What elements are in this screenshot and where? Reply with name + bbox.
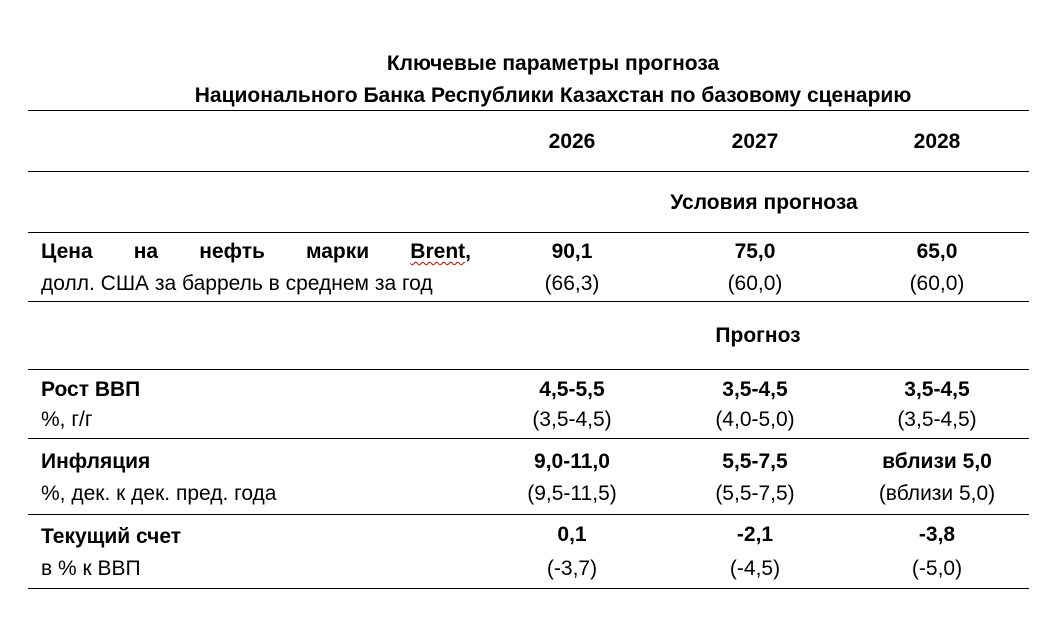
- current-account-previous-2028: (-5,0): [911, 557, 963, 580]
- inflation-previous-2026: (9,5-11,5): [527, 482, 617, 505]
- row-label-inflation: Инфляция: [41, 450, 151, 473]
- table-title-line-2: Национального Банка Республики Казахстан по базовому сценарию: [194, 84, 912, 107]
- row-label-gdp: Рост ВВП: [41, 378, 141, 401]
- rule-after-conditions: [28, 232, 1029, 233]
- section-forecast: Прогноз: [715, 324, 801, 347]
- gdp-previous-2028: (3,5-4,5): [897, 408, 977, 431]
- oil-label-comma: ,: [465, 240, 471, 263]
- row-label-oil: [41, 240, 471, 264]
- oil-label-word: на: [133, 240, 159, 263]
- row-sublabel-gdp: %, г/г: [41, 408, 93, 431]
- rule-after-inflation: [28, 514, 1029, 515]
- current-account-previous-2027: (-4,5): [729, 557, 781, 580]
- year-header-2027: 2027: [731, 130, 779, 153]
- inflation-previous-2027: (5,5-7,5): [715, 482, 795, 505]
- year-header-2026: 2026: [548, 130, 596, 153]
- oil-previous-2027: (60,0): [727, 272, 783, 295]
- inflation-value-2026: 9,0-11,0: [534, 450, 610, 473]
- current-account-value-2026: 0,1: [557, 523, 587, 546]
- year-header-2028: 2028: [913, 130, 961, 153]
- current-account-value-2028: -3,8: [918, 523, 956, 546]
- row-sublabel-current-account: в % к ВВП: [41, 557, 141, 580]
- rule-top: [28, 110, 1029, 111]
- current-account-value-2027: -2,1: [736, 523, 774, 546]
- oil-label-word: нефть: [199, 240, 265, 263]
- oil-previous-2026: (66,3): [544, 272, 600, 295]
- row-label-current-account: Текущий счет: [41, 525, 182, 548]
- oil-label-word: марки: [306, 240, 370, 263]
- row-sublabel-inflation: %, дек. к дек. пред. года: [41, 482, 277, 505]
- current-account-previous-2026: (-3,7): [546, 557, 598, 580]
- rule-after-forecast: [28, 369, 1029, 370]
- inflation-previous-2028: (вблизи 5,0): [878, 482, 996, 505]
- rule-after-years: [28, 171, 1029, 172]
- oil-value-2026: 90,1: [551, 240, 593, 263]
- rule-bottom: [28, 588, 1029, 589]
- table-title-line-1: Ключевые параметры прогноза: [386, 52, 720, 75]
- inflation-value-2027: 5,5-7,5: [722, 450, 788, 473]
- section-conditions: Условия прогноза: [670, 191, 858, 214]
- oil-label-word: Цена: [41, 240, 93, 263]
- oil-label-brand: [410, 240, 471, 264]
- row-sublabel-oil: долл. США за баррель в среднем за год: [41, 272, 433, 295]
- oil-value-2027: 75,0: [734, 240, 776, 263]
- brent-word: Brent: [410, 240, 466, 263]
- inflation-value-2028: вблизи 5,0: [882, 450, 992, 473]
- gdp-value-2026: 4,5-5,5: [539, 378, 605, 401]
- gdp-value-2028: 3,5-4,5: [904, 378, 970, 401]
- gdp-value-2027: 3,5-4,5: [722, 378, 788, 401]
- rule-after-gdp: [28, 438, 1029, 439]
- gdp-previous-2027: (4,0-5,0): [715, 408, 795, 431]
- oil-value-2028: 65,0: [916, 240, 958, 263]
- oil-previous-2028: (60,0): [909, 272, 965, 295]
- gdp-previous-2026: (3,5-4,5): [532, 408, 612, 431]
- rule-after-oil: [28, 301, 1029, 302]
